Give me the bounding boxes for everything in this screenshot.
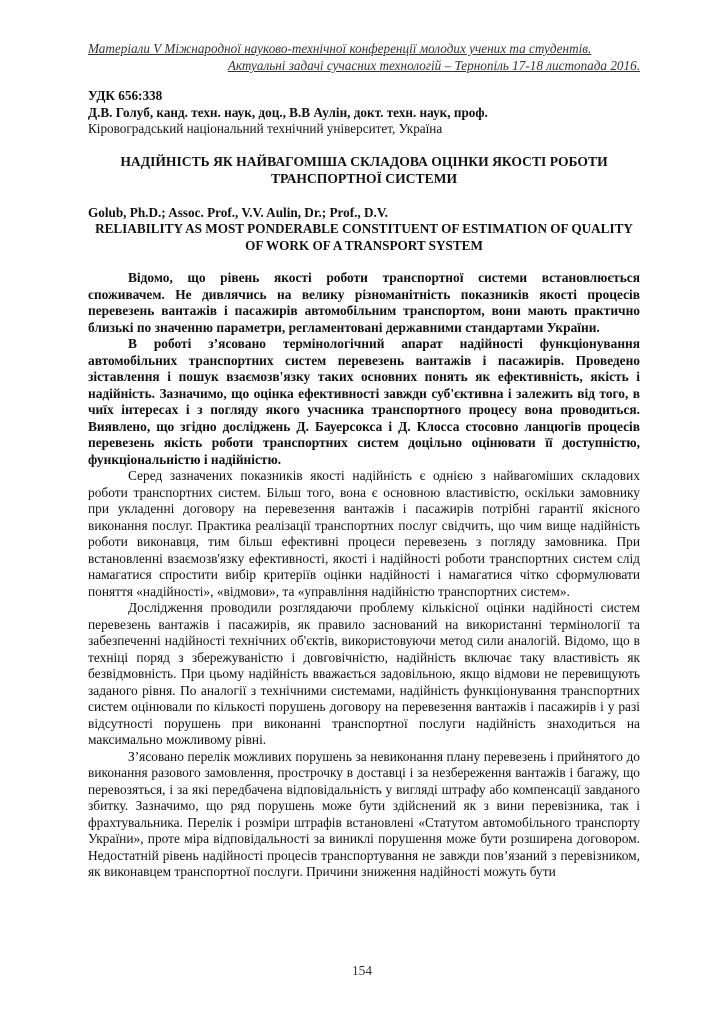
affiliation: Кіровоградський національний технічний університет, Україна <box>88 121 443 136</box>
authors-en: Golub, Ph.D.; Assoc. Prof., V.V. Aulin, Dr.; Prof., D.V. <box>88 205 388 220</box>
title-ua: НАДІЙНІСТЬ ЯК НАЙВАГОМІША СКЛАДОВА ОЦІНКИ ЯКОСТІ РОБОТИ ТРАНСПОРТНОЇ СИСТЕМИ <box>120 154 608 186</box>
paragraph-5: З’ясовано перелік можливих порушень за невиконання плану перевезень і прийнятого до виконання разового замовлення, прострочку в доставці і за незбереження вантажів і багажу, що перевозяться, і за які передбачена відповідальність у вигляді штрафу або компенсації завданого збитку. Зазначимо, що ряд порушень може бути здійснений як з вини перевізника, так і фрахтувальника. Перелік і розміри штрафів встановлені «Статутом автомобільного транспорту України», проте міра відповідальності за виниклі порушення може бути розширена договором. Недостатній рівень надійності процесів транспортування не завжди пов’язаний з перевізником, як виконавцем транспортної послуги. Причини зниження надійності можуть бути <box>88 748 640 879</box>
paragraph-4: Дослідження проводили розглядаючи проблему кількісної оцінки надійності систем перевезень вантажів і пасажирів, як правило заснований на використанні термінології та забезпеченні надійності технічних об'єктів, використовуючи метод сили аналогій. Відомо, що в техніці поряд з збережуваністю і довговічністю, надійність включає таку властивість як безвідмовність. При цьому надійність вважається задовільною, якщо відмови не перевищують заданого рівня. По аналогії з технічними системами, надійність функціонування транспортних систем оцінювали по кількості порушень договору на перевезення вантажів і пасажирів і у разі відсутності порушень при виконанні транспортної послуги надійність знаходиться на максимально можливому рівні. <box>88 600 640 747</box>
paragraph-3: Серед зазначених показників якості надійність є однією з найвагоміших складових роботи транспортних систем. Більш того, вона є основною властивістю, оскільки замовнику при укладенні договору на перевезення вантажів і пасажирів потрібні гарантії якісного виконання послуг. Практика реалізації транспортних послуг свідчить, що чим вище надійність роботи виконавця, тим більш ефективні процеси перевезень з погляду замовника. При встановленні взаємозв'язку ефективності, якості і надійності роботи транспортних систем слід намагатися спростити вибір критеріїв оцінки надійності і намагатися чітко сформулювати поняття «надійності», «відмови», та «управління надійністю транспортних систем». <box>88 468 640 599</box>
article-body <box>88 270 640 881</box>
page-number: 154 <box>351 963 373 978</box>
header-line-1: Матеріали V Міжнародної науково-технічної конференції молодих учених та студентів. <box>88 41 592 56</box>
conference-header <box>88 40 640 74</box>
authors-ua: Д.В. Голуб, канд. техн. наук, доц., В.В Аулін, докт. техн. наук, проф. <box>88 104 488 120</box>
paragraph-2: В роботі з’ясовано термінологічний апарат надійності функціонування автомобільних транспортних систем перевезень вантажів і пасажирів. Проведено зіставлення і пошук взаємозв'язку таких основних понять як ефективність, якість і надійність. Зазначимо, що оцінка ефективності завжди суб'єктивна і залежить від того, в чиїх інтересах і з погляду якого учасника транспортного процесу вона проводиться. Виявлено, що згідно досліджень Д. Бауерсокса і Д. Клосса стосовно ланцюгів процесів перевезень якість роботи транспортних систем доцільно оцінювати її доступністю, функціональністю і надійністю. <box>88 336 640 467</box>
udk-code: УДК 656:338 <box>88 88 163 103</box>
paragraph-1: Відомо, що рівень якості роботи транспортної системи встановлюється споживачем. Не дивлячись на велику різноманітність показників якості процесів перевезень вантажів і пасажирів автомобільним транспортом, вони мають практично близькі по значенню параметри, регламентовані державними стандартами України. <box>88 270 640 335</box>
header-line-2: Актуальні задачі сучасних технологій – Тернопіль 17-18 листопада 2016. <box>227 58 640 73</box>
title-en: RELIABILITY AS MOST PONDERABLE CONSTITUENT OF ESTIMATION OF QUALITY OF WORK OF A TRANSPORT SYSTEM <box>95 221 633 253</box>
article-meta <box>88 88 640 138</box>
